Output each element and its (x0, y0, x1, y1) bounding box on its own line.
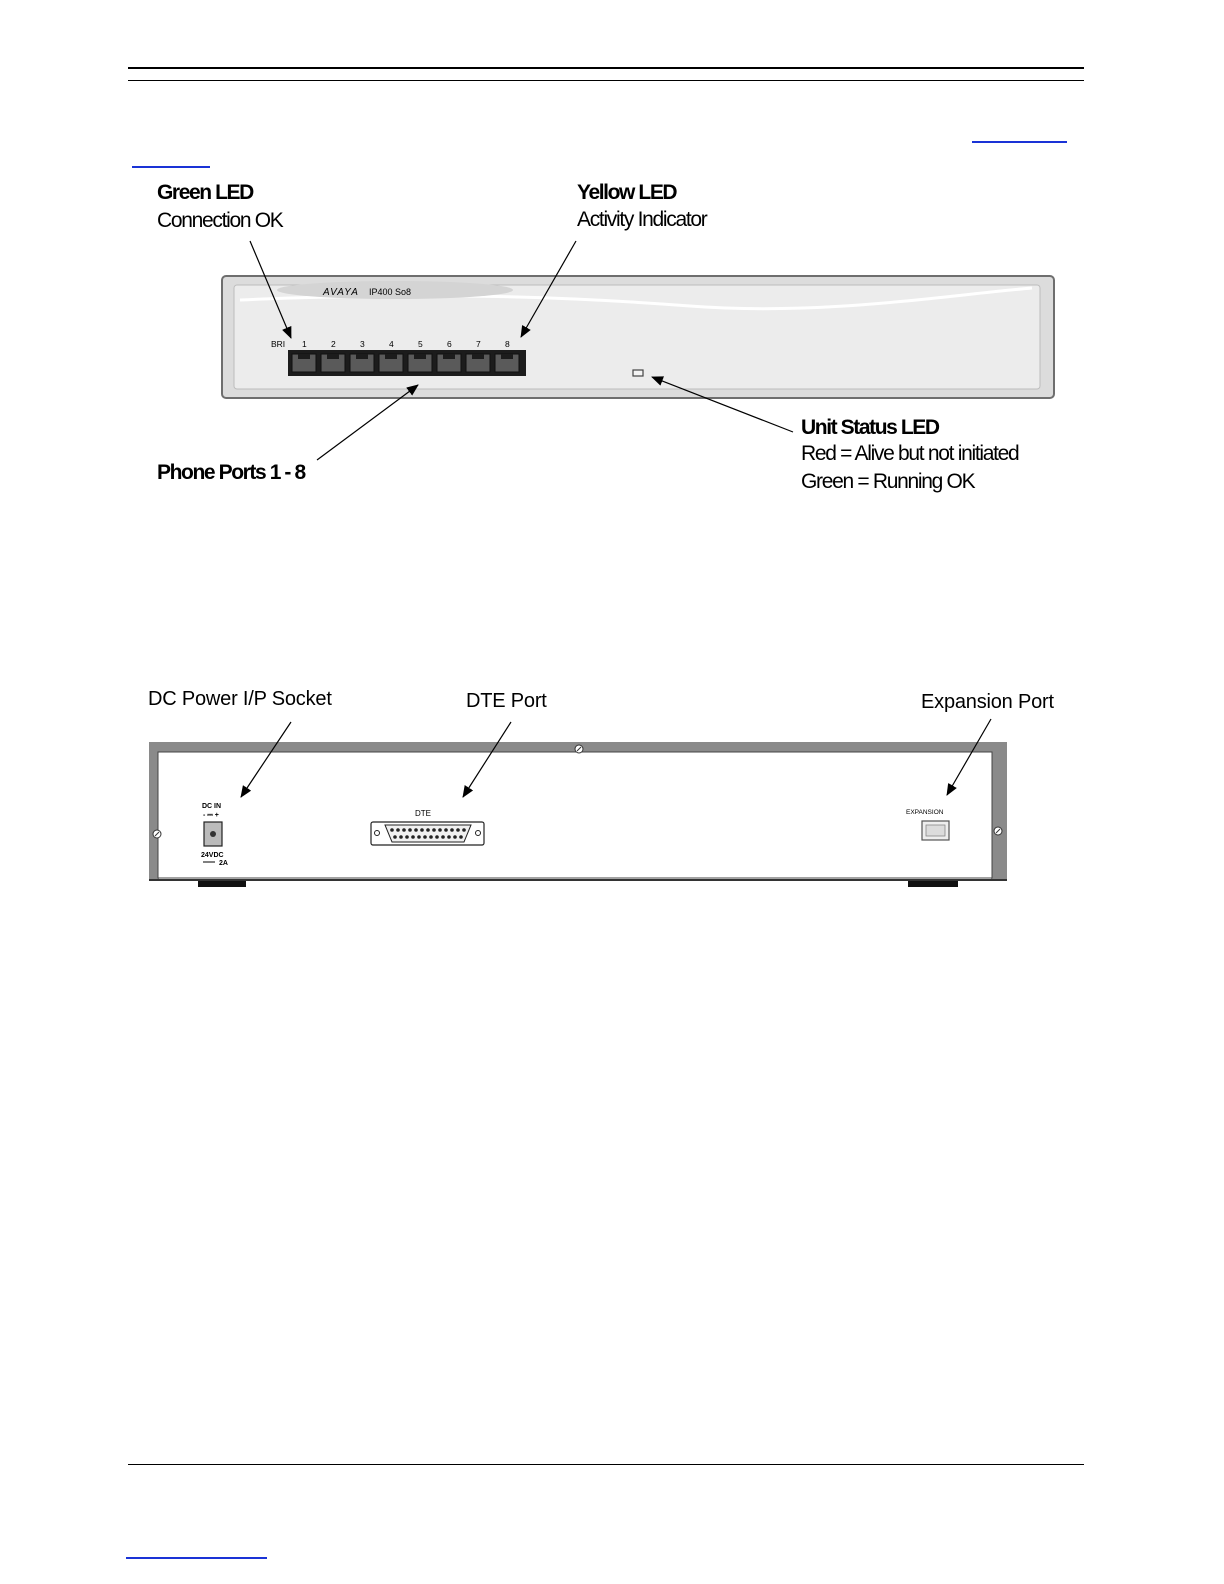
dte-pin (453, 835, 457, 839)
port-number-label: 6 (447, 339, 452, 349)
dte-port-label: DTE Port (466, 690, 547, 712)
unit-status-led-indicator (633, 370, 643, 376)
footer-link-fragment[interactable] (126, 1557, 267, 1559)
unit-status-led-title: Unit Status LED (801, 416, 939, 439)
port-number-label: 8 (505, 339, 510, 349)
expansion-port-label: Expansion Port (921, 691, 1054, 713)
dte-pin (390, 828, 394, 832)
dte-pin (447, 835, 451, 839)
port-number-label: 7 (476, 339, 481, 349)
unit-status-led-line1: Red = Alive but not initiated (801, 442, 1019, 465)
dte-pin (435, 835, 439, 839)
rear-panel-unit (149, 742, 1007, 887)
brand-logo: AVAYA (323, 287, 359, 298)
phone-port-latch (472, 354, 484, 359)
dte-pin (450, 828, 454, 832)
dte-pin (444, 828, 448, 832)
port-number-label: 4 (389, 339, 394, 349)
dte-pin (423, 835, 427, 839)
dte-pin (396, 828, 400, 832)
dte-pin (402, 828, 406, 832)
phone-port-latch (501, 354, 513, 359)
dte-pin (438, 828, 442, 832)
phone-port-latch (385, 354, 397, 359)
dte-pin (399, 835, 403, 839)
dte-pin (432, 828, 436, 832)
port-number-label: 3 (360, 339, 365, 349)
footer-rule (128, 1464, 1084, 1465)
dte-pin (462, 828, 466, 832)
dc-in-text: DC IN (202, 803, 222, 810)
green-led-title: Green LED (157, 181, 253, 204)
dte-pin (408, 828, 412, 832)
rear-foot-right (908, 881, 958, 887)
unit-status-led-line2: Green = Running OK (801, 470, 975, 493)
model-name: IP400 So8 (369, 287, 412, 297)
dte-pin (456, 828, 460, 832)
yellow-led-title: Yellow LED (577, 181, 677, 204)
phone-port-latch (443, 354, 455, 359)
yellow-led-desc: Activity Indicator (577, 208, 707, 231)
dte-pin (441, 835, 445, 839)
svg-text:- ⎓ +: - ⎓ + (203, 812, 219, 819)
port-number-label: 5 (418, 339, 423, 349)
port-number-label: 1 (302, 339, 307, 349)
front-panel-unit (222, 276, 1054, 398)
dte-pin (459, 835, 463, 839)
dc-amp-text: 2A (219, 860, 228, 867)
dte-pin (417, 835, 421, 839)
phone-port-latch (414, 354, 426, 359)
phone-ports-title: Phone Ports 1 - 8 (157, 461, 305, 484)
dte-panel-text: DTE (415, 809, 431, 818)
dc-power-label: DC Power I/P Socket (148, 688, 332, 710)
expansion-panel-text: EXPANSION (906, 809, 944, 816)
rear-foot-left (198, 881, 246, 887)
dte-pin (426, 828, 430, 832)
bri-label: BRI (271, 339, 286, 349)
dte-pin (393, 835, 397, 839)
green-led-desc: Connection OK (157, 209, 283, 232)
phone-port-latch (327, 354, 339, 359)
port-number-label: 2 (331, 339, 336, 349)
dte-pin (414, 828, 418, 832)
dte-pin (405, 835, 409, 839)
dte-pin (411, 835, 415, 839)
dte-pin (429, 835, 433, 839)
dte-pin (420, 828, 424, 832)
phone-port-latch (356, 354, 368, 359)
phone-port-latch (298, 354, 310, 359)
dc-volt-text: 24VDC (201, 852, 224, 859)
